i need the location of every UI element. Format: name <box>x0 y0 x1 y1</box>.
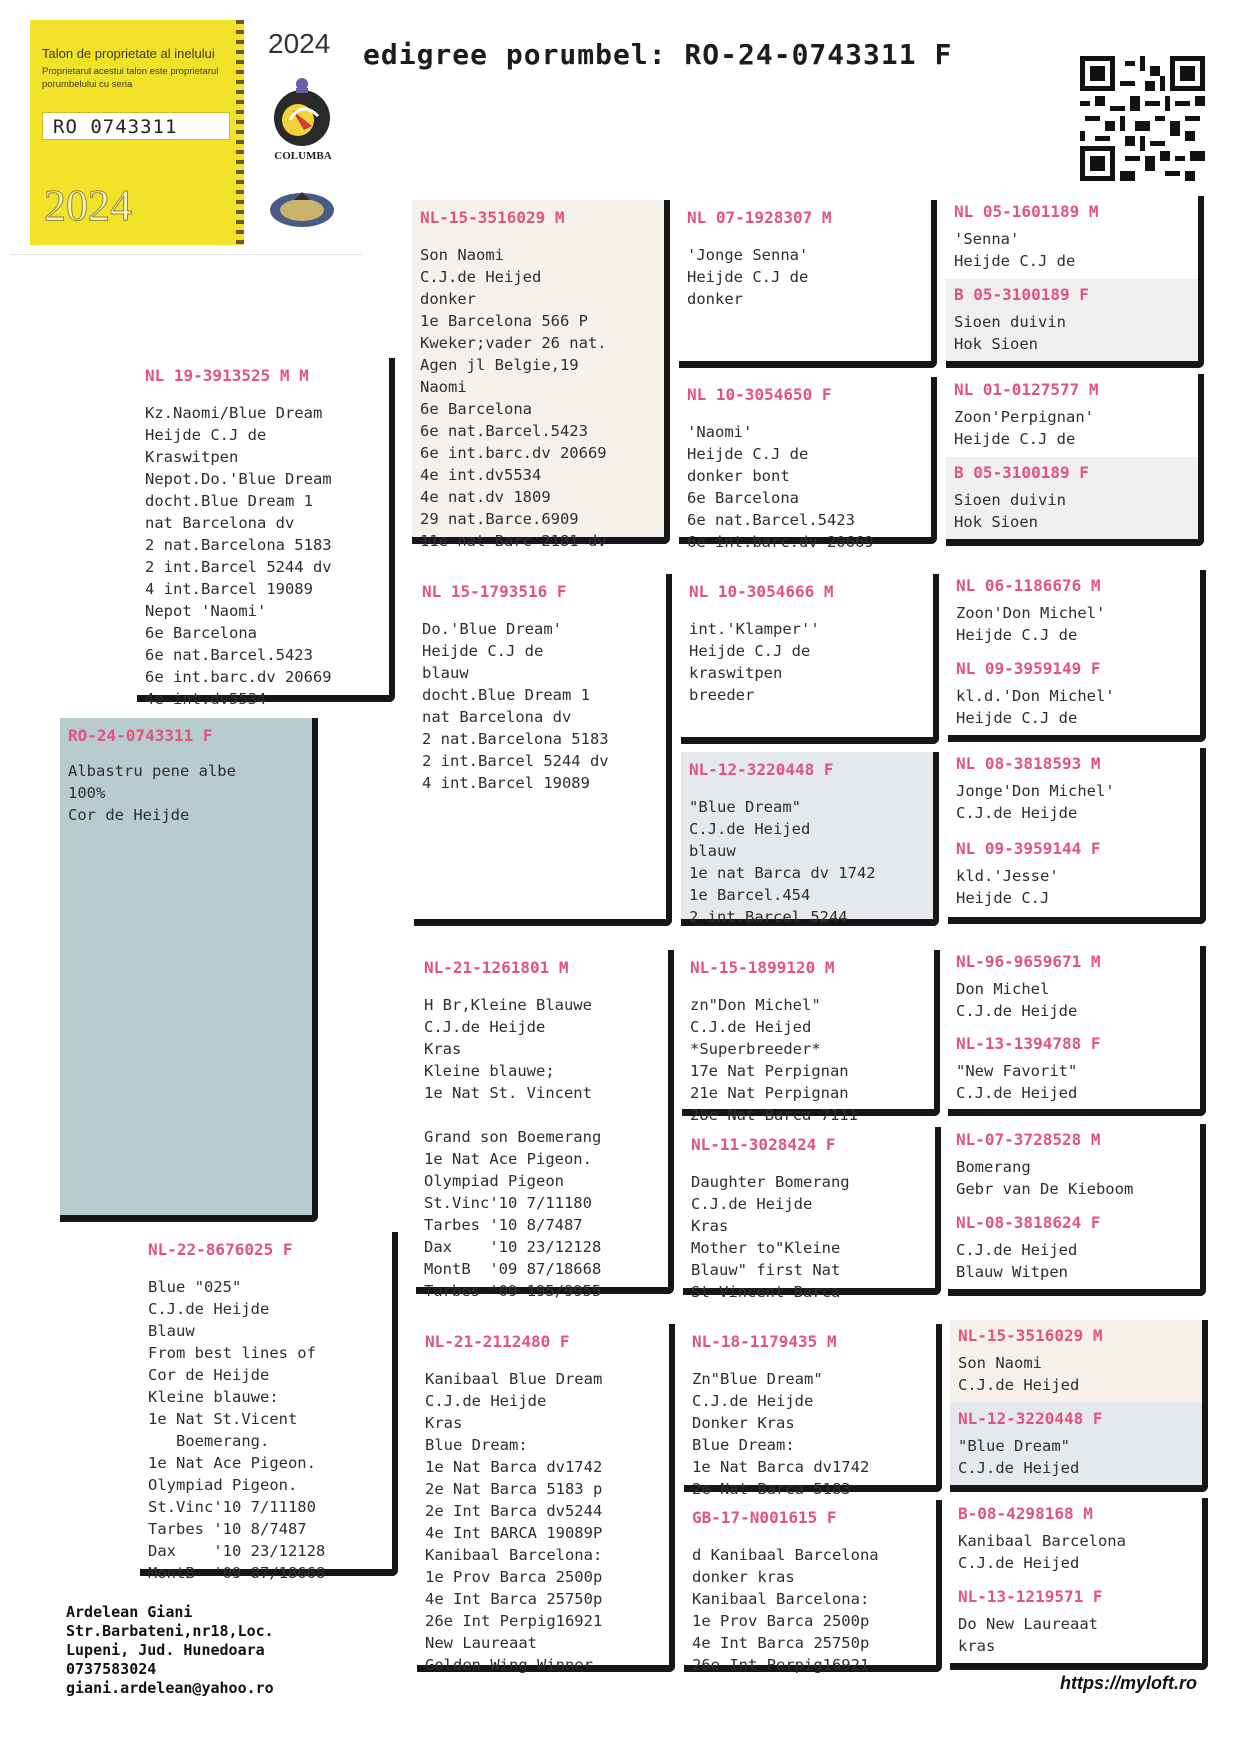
gggp-sire[interactable] <box>948 570 1200 653</box>
pigeon-details: Kanibaal Barcelona C.J.de Heijed <box>958 1532 1126 1572</box>
ring-number: NL-18-1179435 M <box>692 1332 837 1351</box>
pigeon-details: Son Naomi C.J.de Heijed <box>958 1354 1080 1394</box>
card-dam[interactable] <box>140 1232 398 1582</box>
ring-number: B-08-4298168 M <box>958 1504 1093 1523</box>
gggp-dam[interactable] <box>950 1403 1202 1486</box>
card-grandsire-paternal[interactable] <box>412 200 670 550</box>
owner-name: Ardelean Giani <box>66 1603 193 1621</box>
pigeon-details: Kz.Naomi/Blue Dream Heijde C.J de Kraswitpen Nepot.Do.'Blue Dream docht.Blue Dream 1 nat Barcelona dv 2 nat.Barcelona 5183 2 int.Barcel 5244 dv 4 int.Barcel 19089 Nepot 'Naomi' 6e Barcelona 6e nat.Barcel.5423 6e int.barc.dv 20669 4e int.dv5534 <box>145 404 332 708</box>
card-gggp-pair-1[interactable] <box>946 196 1204 368</box>
gggp-dam[interactable] <box>948 833 1200 918</box>
gggp-sire[interactable] <box>948 1124 1200 1207</box>
card-granddam-maternal[interactable] <box>417 1324 675 1672</box>
gggp-sire[interactable] <box>946 196 1198 279</box>
year-label: 2024 <box>268 28 331 59</box>
ring-number: NL 08-3818593 M <box>956 754 1101 773</box>
ring-number: NL 19-3913525 M M <box>145 366 309 385</box>
ring-number: NL 05-1601189 M <box>954 202 1099 221</box>
ring-number: NL 09-3959144 F <box>956 838 1101 858</box>
ring-number: NL 15-1793516 F <box>422 582 567 601</box>
coupon-heading: Talon de proprietate al inelului <box>42 46 215 61</box>
pigeon-details: kld.'Jesse' Heijde C.J <box>956 866 1059 907</box>
page-title: edigree porumbel: RO-24-0743311 F <box>363 38 953 71</box>
qr-code-icon <box>1080 56 1205 181</box>
ring-number: NL 01-0127577 M <box>954 380 1099 399</box>
gggp-sire[interactable] <box>950 1498 1202 1581</box>
coupon-perforation <box>236 20 244 245</box>
ring-coupon <box>30 20 244 245</box>
ring-number: B 05-3100189 F <box>954 462 1089 482</box>
pigeon-details: 'Senna' Heijde C.J de <box>954 230 1076 270</box>
card-subject-pigeon[interactable] <box>60 718 318 1222</box>
ring-number: NL 10-3054666 M <box>689 582 834 601</box>
pigeon-details: Sioen duivin Hok Sioen <box>954 312 1066 353</box>
gggp-dam[interactable] <box>946 279 1198 362</box>
gggp-dam[interactable] <box>948 1207 1200 1290</box>
coupon-ring-box <box>42 112 230 140</box>
gggp-sire[interactable] <box>950 1320 1202 1403</box>
ring-number: NL 06-1186676 M <box>956 576 1101 595</box>
pigeon-details: Zn"Blue Dream" C.J.de Heijde Donker Kras Blue Dream: 1e Nat Barca dv1742 2e Nat Barca 5183 <box>692 1370 870 1498</box>
pigeon-details: 'Jonge Senna' Heijde C.J de donker <box>687 246 809 308</box>
ring-number: NL-21-2112480 F <box>425 1332 570 1351</box>
owner-phone: 0737583024 <box>66 1660 157 1678</box>
pigeon-details: Do.'Blue Dream' Heijde C.J de blauw docht.Blue Dream 1 nat Barcelona dv 2 nat.Barcelona 5183 2 int.Barcel 5244 dv 4 int.Barcel 19089 <box>422 620 609 792</box>
card-ggp-2[interactable] <box>679 377 937 551</box>
ring-number: NL-13-1394788 F <box>956 1033 1101 1053</box>
ring-number: GB-17-N001615 F <box>692 1508 837 1527</box>
gggp-sire[interactable] <box>948 946 1200 1028</box>
pigeon-details: "New Favorit" C.J.de Heijed <box>956 1061 1078 1102</box>
owner-street: Str.Barbateni,nr18,Loc. <box>66 1622 274 1640</box>
card-gggp-pair-3[interactable] <box>948 570 1206 742</box>
ring-number: NL-15-3516029 M <box>420 208 565 227</box>
coupon-note: Proprietarul acestui talon este proprietarul porumbelului cu seria <box>42 66 219 90</box>
pigeon-details: Blue "025" C.J.de Heijde Blauw From best lines of Cor de Heijde Kleine blauwe: 1e Nat St.Vicent Boemerang. 1e Nat Ace Pigeon. Olympiad Pigeon. St.Vinc'10 7/11180 Tarbes '10 8/7487 Dax '10 23/12128 MontB '09 87/18668 <box>148 1278 326 1582</box>
pigeon-details: Zoon'Don Michel' Heijde C.J de <box>956 604 1106 644</box>
ring-number: NL-12-3220448 F <box>958 1408 1103 1428</box>
gggp-sire[interactable] <box>946 374 1198 457</box>
ring-number: NL 09-3959149 F <box>956 658 1101 678</box>
ring-number: NL-22-8676025 F <box>148 1240 293 1259</box>
ring-number: B 05-3100189 F <box>954 284 1089 304</box>
gggp-dam[interactable] <box>950 1581 1202 1664</box>
pigeon-details: Do New Laureaat kras <box>958 1614 1098 1655</box>
gggp-dam[interactable] <box>946 457 1198 540</box>
ring-number: NL-13-1219571 F <box>958 1586 1103 1606</box>
card-gggp-pair-8[interactable] <box>950 1498 1208 1670</box>
pigeon-details: Jonge'Don Michel' C.J.de Heijde <box>956 782 1115 822</box>
pigeon-details: Daughter Bomerang C.J.de Heijde Kras Mother to"Kleine Blauw" first Nat St Vincent Barca <box>691 1173 850 1301</box>
ring-number: NL-08-3818624 F <box>956 1212 1101 1232</box>
card-gggp-pair-4[interactable] <box>948 748 1206 924</box>
card-gggp-pair-6[interactable] <box>948 1124 1206 1296</box>
coupon-year: 2024 <box>44 181 132 230</box>
columba-label: COLUMBA <box>274 150 332 162</box>
ring-number: NL-15-3516029 M <box>958 1326 1103 1345</box>
federation-logo-icon <box>268 188 336 228</box>
pigeon-details: Don Michel C.J.de Heijde <box>956 980 1078 1020</box>
pigeon-details: Kanibaal Blue Dream C.J.de Heijde Kras Blue Dream: 1e Nat Barca dv1742 2e Nat Barca 5183 p 2e Int Barca dv5244 4e Int BARCA 19089P Kanibaal Barcelona: 1e Prov Barca 2500p 4e Int Barca 25750p 26e Int Perpig16921 New Laureaat Golden Wing Winner <box>425 1370 603 1674</box>
card-ggp-7[interactable] <box>684 1324 942 1498</box>
pigeon-details: int.'Klamper'' Heijde C.J de kraswitpen breeder <box>689 620 820 704</box>
pigeon-details: kl.d.'Don Michel' Heijde C.J de <box>956 686 1115 727</box>
gggp-dam[interactable] <box>948 653 1200 736</box>
owner-email[interactable]: giani.ardelean@yahoo.ro <box>66 1679 274 1697</box>
gggp-sire[interactable] <box>948 748 1200 833</box>
pigeon-details: d Kanibaal Barcelona donker kras Kanibaal Barcelona: 1e Prov Barca 2500p 4e Int Barca 25750p 26e Int Perpig16921 <box>692 1546 879 1674</box>
card-ggp-3[interactable] <box>681 574 939 744</box>
card-ggp-1[interactable] <box>679 200 937 368</box>
card-ggp-4[interactable] <box>681 752 939 926</box>
ring-number: NL-96-9659671 M <box>956 952 1101 971</box>
coupon-ring-number: RO 0743311 <box>53 116 178 138</box>
owner-town: Lupeni, Jud. Hunedoara <box>66 1641 265 1659</box>
ring-number: NL-15-1899120 M <box>690 958 835 977</box>
pigeon-details: zn"Don Michel" C.J.de Heijed *Superbreeder* 17e Nat Perpignan 21e Nat Perpignan 28e Nat Barca 7111 <box>690 996 858 1124</box>
card-gggp-pair-7[interactable] <box>950 1320 1208 1492</box>
card-grandsire-maternal[interactable] <box>416 950 674 1300</box>
card-granddam-paternal[interactable] <box>414 574 672 926</box>
owner-contact <box>66 1603 274 1698</box>
card-ggp-6[interactable] <box>683 1127 941 1301</box>
divider <box>10 254 362 255</box>
pigeon-details: 'Naomi' Heijde C.J de donker bont 6e Barcelona 6e nat.Barcel.5423 6e int.barc.dv 20669 <box>687 423 874 551</box>
ring-number: NL 10-3054650 F <box>687 385 832 404</box>
card-sire[interactable] <box>137 358 395 708</box>
ring-number: NL-11-3028424 F <box>691 1135 836 1154</box>
card-gggp-pair-5[interactable] <box>948 946 1206 1116</box>
columba-logo-icon <box>268 70 336 160</box>
pigeon-details: "Blue Dream" C.J.de Heijed blauw 1e nat Barca dv 1742 1e Barcel.454 2 int.Barcel 5244 <box>689 798 876 926</box>
ring-number: NL-21-1261801 M <box>424 958 569 977</box>
footer-website-link[interactable]: https://myloft.ro <box>1060 1673 1197 1693</box>
gggp-dam[interactable] <box>948 1028 1200 1110</box>
pigeon-details: Sioen duivin Hok Sioen <box>954 490 1066 531</box>
pigeon-details: Bomerang Gebr van De Kieboom <box>956 1158 1134 1198</box>
pigeon-details: "Blue Dream" C.J.de Heijed <box>958 1436 1080 1477</box>
ring-number: NL-07-3728528 M <box>956 1130 1101 1149</box>
pigeon-details: C.J.de Heijed Blauw Witpen <box>956 1240 1078 1281</box>
ring-number: NL 07-1928307 M <box>687 208 832 227</box>
pigeon-details: H Br,Kleine Blauwe C.J.de Heijde Kras Kleine blauwe; 1e Nat St. Vincent Grand son Boemerang 1e Nat Ace Pigeon. Olympiad Pigeon St.Vinc'10 7/11180 Tarbes '10 8/7487 Dax '10 23/12128 MontB '09 87/18668 Tarbes '09 195/9955 <box>424 996 602 1300</box>
card-gggp-pair-2[interactable] <box>946 374 1204 546</box>
pigeon-details: Son Naomi C.J.de Heijed donker 1e Barcelona 566 P Kweker;vader 26 nat. Agen jl Belgie,19 Naomi 6e Barcelona 6e nat.Barcel.5423 6e int.barc.dv 20669 4e int.dv5534 4e nat.dv 1809 29 nat.Barce.6909 11e nat Barc 2181 dv <box>420 246 607 550</box>
ring-number: NL-12-3220448 F <box>689 760 834 779</box>
card-ggp-5[interactable] <box>682 950 940 1124</box>
pigeon-details: Zoon'Perpignan' Heijde C.J de <box>954 408 1094 448</box>
pigeon-details: Albastru pene albe 100% Cor de Heijde <box>68 762 236 824</box>
ring-number: RO-24-0743311 F <box>68 726 213 745</box>
card-ggp-8[interactable] <box>684 1500 942 1672</box>
